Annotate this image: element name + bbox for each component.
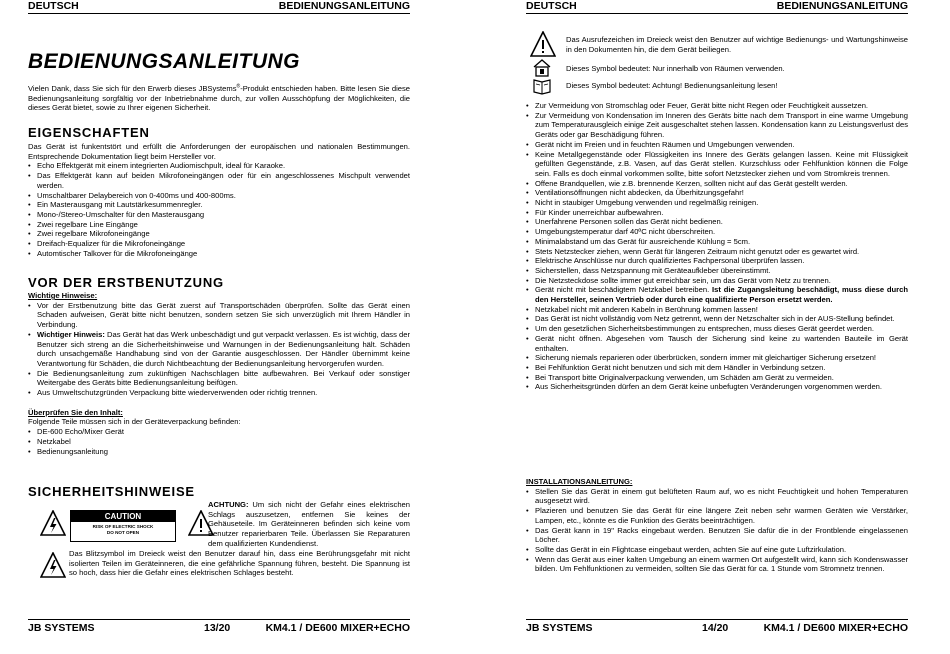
footer-brand: JB SYSTEMS — [28, 622, 95, 634]
symbol-text: Das Ausrufezeichen im Dreieck weist den Benutzer auf wichtige Bedienungs- und Wartungshinweise in den Dokumenten hin, die dem Gerät beiliegen. — [566, 35, 908, 54]
lightning-block — [69, 549, 410, 578]
contents-heading: Überprüfen Sie den Inhalt: — [28, 407, 123, 417]
list-item: • Das Effektgerät kann auf beiden Mikrofoneingängen oder für ein angeschlossenes Mischpult verwendet werden. — [28, 171, 410, 190]
list-item: • Zwei regelbare Mikrofoneingänge — [28, 229, 410, 239]
important-notes-list — [28, 301, 410, 398]
list-item: • Stets Netzstecker ziehen, wenn Gerät für längeren Zeitraum nicht genutzt oder es gewartet wird. — [526, 247, 908, 257]
safety-list-section — [526, 101, 908, 392]
footer-model: KM4.1 / DE600 MIXER+ECHO — [763, 622, 908, 634]
page-footer — [28, 619, 410, 636]
list-item: • Die Netzsteckdose sollte immer gut erreichbar sein, um das Gerät vom Netz zu trennen. — [526, 276, 908, 286]
list-item: • Zwei regelbare Line Eingänge — [28, 220, 410, 230]
list-item: • Ein Masterausgang mit Lautstärkesummenregler. — [28, 200, 410, 210]
list-item: • Keine Metallgegenstände oder Flüssigkeiten ins Innere des Geräts gelangen lassen. Keine mit Flüssigkeit gefüllten Gegenstände, z.B. Vasen, auf das Gerät stellen. Kurzschluss oder Fehlfunktion können die Folge sein. Falls es doch einmal vorkommen sollte, bitte sofort Netzstecker ziehen und vom Stromkreis trennen. — [526, 150, 908, 179]
installation-list — [526, 487, 908, 574]
footer-page-number: 14/20 — [702, 622, 729, 634]
list-item: • Sicherstellen, dass Netzspannung mit Geräteaufkleber übereinstimmt. — [526, 266, 908, 276]
safety-section — [28, 484, 410, 499]
list-item: • Wenn das Gerät aus einer kalten Umgebung an einem warmen Ort aufgestellt wird, kann sich Kondenswasser bilden. Um Fehlfunktionen zu vermeiden, sollten Sie das Gerät für ca. 1 Stunde vom Stromnetz trennen. — [526, 555, 908, 574]
list-item: • Stellen Sie das Gerät in einem gut belüfteten Raum auf, wo es nicht Feuchtigkeit und hohen Temperaturen ausgesetzt wird. — [526, 487, 908, 506]
header-title: BEDIENUNGSANLEITUNG — [278, 0, 410, 12]
list-item: • Aus Umweltschutzgründen Verpackung bitte wiederverwenden oder richtig trennen. — [28, 388, 410, 398]
achtung-block — [208, 500, 410, 549]
list-item: • Dreifach-Equalizer für die Mikrofoneingänge — [28, 239, 410, 249]
contents-list — [28, 427, 410, 456]
caution-label-line: RISK OF ELECTRIC SHOCK — [92, 524, 154, 529]
list-item: • Netzkabel — [28, 437, 410, 447]
list-item: • Das Gerät kann in 19" Racks eingebaut werden. Benutzen Sie dafür die in der Frontblende eingelassenen Löcher. — [526, 526, 908, 545]
list-item: • Wichtiger Hinweis: Das Gerät hat das Werk unbeschädigt und gut verpackt verlassen. Es ist wichtig, dass der Benutzer sich streng an die Sicherheitshinweise und Warnungen in der Bedienungsanleitung hält. Schäden durch unsachgemäße Handhabung sind von der Garantie ausgeschlossen. Der Händler übernimmt keine Verantwortung für Schäden, die durch Nichtbeachtung der Bedienungsanleitung hervorgerufen wurden. — [28, 330, 410, 369]
contents-intro: Folgende Teile müssen sich in der Geräteverpackung befinden: — [28, 417, 241, 427]
list-item: • Nicht in staubiger Umgebung verwenden und regelmäßig reinigen. — [526, 198, 908, 208]
list-item: • Echo Effektgerät mit einem integrierten Audiomischpult, ideal für Karaoke. — [28, 161, 410, 171]
before-use-section — [28, 275, 410, 456]
caution-label-line: DO NOT OPEN — [106, 530, 140, 535]
list-item: • Minimalabstand um das Gerät für ausreichende Kühlung = 5cm. — [526, 237, 908, 247]
symbol-row — [566, 35, 908, 54]
list-item: • Bedienungsanleitung — [28, 447, 410, 457]
list-item: • Sicherung niemals reparieren oder überbrücken, sondern immer mit gleichartiger Sicherung ersetzen! — [526, 353, 908, 363]
list-item: • Das Gerät ist nicht vollständig vom Netz getrennt, wenn der Netzschalter sich in der AUS-Stellung befindet. — [526, 314, 908, 324]
features-intro: Das Gerät ist funkentstört und erfüllt die Anforderungen der europäischen und nationalen Bestimmungen. Entsprechende Dokumentation liegt beim Hersteller vor. — [28, 142, 410, 161]
page-header — [526, 0, 908, 14]
lightning-triangle-icon — [40, 510, 66, 536]
caution-label-title: CAUTION — [71, 511, 175, 522]
right-page — [526, 0, 908, 654]
list-item: • Zur Vermeidung von Kondensation im Inneren des Geräts bitte nach dem Transport in eine warme Umgebung zum Temperaturausgleich einige Zeit ausgeschaltet stehen lassen. Kondensation kann zu Leistungsverlust des Geräts oder gar Beschädigung führen. — [526, 111, 908, 140]
list-item: • Um den gesetzlichen Sicherheitsbestimmungen zu entsprechen, muss dieses Gerät geerdet werden. — [526, 324, 908, 334]
list-item: • Zur Vermeidung von Stromschlag oder Feuer, Gerät bitte nicht Regen oder Feuchtigkeit aussetzen. — [526, 101, 908, 111]
list-item: • Die Bedienungsanleitung zum zukünftigen Nachschlagen bitte aufbewahren. Bei Verkauf oder sonstiger Weitergabe des Geräts bitte Bedienungsanleitung beifügen. — [28, 369, 410, 388]
important-notes-heading: Wichtige Hinweise: — [28, 291, 98, 300]
footer-page-number: 13/20 — [204, 622, 231, 634]
symbol-row — [566, 64, 908, 74]
title-block — [28, 50, 410, 74]
features-list — [28, 161, 410, 258]
intro-paragraph: Vielen Dank, dass Sie sich für den Erwerb dieses JBSystems®-Produkt entschieden haben. Bitte lesen Sie diese Bedienungsanleitung sorgfältig vor der Inbetriebnahme durch, zur vollen Ausschöpfung der Möglichkeiten, die dieses Gerät bietet, sowie zu Ihrer eigenen Sicherheit. — [28, 83, 410, 113]
features-heading: EIGENSCHAFTEN — [28, 125, 150, 140]
header-language: DEUTSCH — [526, 0, 577, 12]
left-page — [28, 0, 410, 654]
lightning-triangle-icon — [40, 552, 66, 578]
list-item: • Umgebungstemperatur darf 40ºC nicht überschreiten. — [526, 227, 908, 237]
footer-model: KM4.1 / DE600 MIXER+ECHO — [265, 622, 410, 634]
list-item: • Ventilationsöffnungen nicht abdecken, da Überhitzungsgefahr! — [526, 188, 908, 198]
page-footer — [526, 619, 908, 636]
list-item: • DE-600 Echo/Mixer Gerät — [28, 427, 410, 437]
list-item: • Für Kinder unerreichbar aufbewahren. — [526, 208, 908, 218]
caution-label — [70, 510, 176, 542]
list-item: • Plazieren und benutzen Sie das Gerät für eine längere Zeit neben sehr warmen Geräten wie Verstärker, Lampen, etc., könnte es die Funktion des Geräts beeinträchtigen. — [526, 506, 908, 525]
header-title: BEDIENUNGSANLEITUNG — [776, 0, 908, 12]
achtung-paragraph: ACHTUNG: Um sich nicht der Gefahr eines elektrischen Schlags auszusetzen, entfernen Sie keines der Gehäuseteile. Im Geräteinneren befinden sich keine vom Benutzer reparierbaren Teile. Überlassen Sie Reparaturen dem qualifizierten Kundendienst. — [208, 500, 410, 548]
safety-list — [526, 101, 908, 392]
main-title: BEDIENUNGSANLEITUNG — [28, 50, 301, 73]
list-item: • Gerät nicht mit beschädigtem Netzkabel betreiben. Ist die Zugangsleitung beschädigt, muss diese durch den Hersteller, seinen Vertrieb oder durch eine qualifizierte Person ersetzt werden. — [526, 285, 908, 304]
list-item: • Umschaltbarer Delaybereich von 0-400ms und 400-800ms. — [28, 191, 410, 201]
list-item: • Bei Fehlfunktion Gerät nicht benutzen und sich mit dem Händler in Verbindung setzen. — [526, 363, 908, 373]
safety-heading: SICHERHEITSHINWEISE — [28, 484, 195, 499]
page-header — [28, 0, 410, 14]
list-item: • Elektrische Anschlüsse nur durch qualifiziertes Fachpersonal überprüfen lassen. — [526, 256, 908, 266]
list-item: • Netzkabel nicht mit anderen Kabeln in Berührung kommen lassen! — [526, 305, 908, 315]
footer-brand: JB SYSTEMS — [526, 622, 593, 634]
list-item: • Offene Brandquellen, wie z.B. brennende Kerzen, sollten nicht auf das Gerät gestellt werden. — [526, 179, 908, 189]
list-item: • Unerfahrene Personen sollen das Gerät nicht bedienen. — [526, 217, 908, 227]
before-use-heading: VOR DER ERSTBENUTZUNG — [28, 275, 224, 290]
indoor-use-icon — [532, 58, 552, 78]
list-item: • Gerät nicht öffnen. Abgesehen vom Tausch der Sicherung sind keine zu wartenden Bauteile im Gerät enthalten. — [526, 334, 908, 353]
lightning-paragraph: Das Blitzsymbol im Dreieck weist den Benutzer darauf hin, dass eine Berührungsgefahr mit nicht isolierten Teilen im Geräteinneren, die eine gefährliche Spannung führen, besteht. Die Spannung ist so hoch, dass hier die Gefahr eines elektrischen Schlages besteht. — [69, 549, 410, 578]
installation-section — [526, 477, 908, 574]
list-item: • Aus Sicherheitsgründen dürfen an dem Gerät keine unbefugten Veränderungen vorgenommen werden. — [526, 382, 908, 392]
header-language: DEUTSCH — [28, 0, 79, 12]
exclamation-triangle-icon — [530, 31, 556, 57]
list-item: • Bei Transport bitte Originalverpackung verwenden, um Schäden am Gerät zu vermeiden. — [526, 373, 908, 383]
list-item: • Sollte das Gerät in ein Flightcase eingebaut werden, achten Sie auf eine gute Luftzirkulation. — [526, 545, 908, 555]
symbol-text: Dieses Symbol bedeutet: Nur innerhalb von Räumen verwenden. — [566, 64, 785, 73]
list-item: • Vor der Erstbenutzung bitte das Gerät zuerst auf Transportschäden überprüfen. Sollte das Gerät einen Schaden aufweisen, Gerät bitte nicht benutzen, sondern setzen Sie sich unverzüglich mit Ihrem Händler in Verbindung. — [28, 301, 410, 330]
installation-heading: INSTALLATIONSANLEITUNG: — [526, 477, 633, 486]
read-manual-icon — [532, 77, 552, 95]
symbol-text: Dieses Symbol bedeutet: Achtung! Bedienungsanleitung lesen! — [566, 81, 778, 90]
list-item: • Mono-/Stereo-Umschalter für den Masterausgang — [28, 210, 410, 220]
features-section — [28, 125, 410, 258]
list-item: • Gerät nicht im Freien und in feuchten Räumen und Umgebungen verwenden. — [526, 140, 908, 150]
list-item: • Automtischer Talkover für die Mikrofoneingänge — [28, 249, 410, 259]
symbol-row — [566, 81, 908, 91]
intro-block — [28, 84, 410, 113]
